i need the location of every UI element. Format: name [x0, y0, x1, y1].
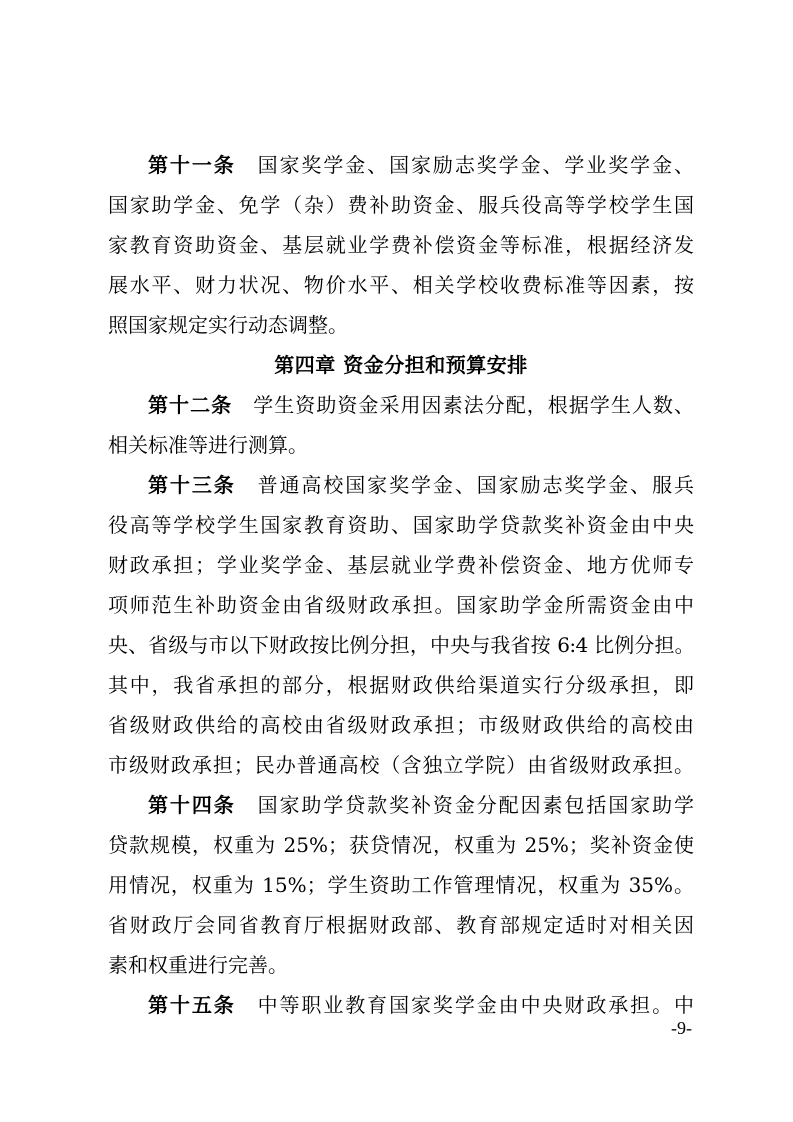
document-body [108, 145, 694, 1025]
paragraph-line: 用情况，权重为 15%；学生资助工作管理情况，权重为 35%。 [108, 873, 694, 897]
paragraph-line: 项师范生补助资金由省级财政承担。国家助学金所需资金由中 [108, 593, 694, 617]
article-number: 第十五条 [148, 993, 236, 1017]
article-13-line-1 [108, 465, 694, 505]
article-number: 第十三条 [148, 473, 236, 497]
paragraph-line: 省级财政供给的高校由省级财政承担；市级财政供给的高校由 [108, 713, 694, 737]
article-15-line-1 [108, 985, 694, 1025]
paragraph-line: 财政承担；学业奖学金、基层就业学费补偿资金、地方优师专 [108, 553, 694, 577]
page-number: -9- [671, 1018, 692, 1038]
paragraph-line: 家教育资助资金、基层就业学费补偿资金等标准，根据经济发 [108, 233, 694, 257]
chapter-heading: 第四章 资金分担和预算安排 [274, 353, 528, 377]
paragraph-line: 贷款规模，权重为 25%；获贷情况，权重为 25%；奖补资金使 [108, 833, 694, 857]
body-text: 国家奖学金、国家励志奖学金、学业奖学金、 [255, 153, 695, 177]
article-11-line-1 [108, 145, 694, 185]
paragraph-line: 素和权重进行完善。 [108, 953, 288, 977]
article-number: 第十一条 [148, 153, 236, 177]
paragraph-line: 央、省级与市以下财政按比例分担，中央与我省按 6:4 比例分担。 [108, 633, 694, 657]
paragraph-line: 照国家规定实行动态调整。 [108, 313, 348, 337]
article-12-line-1 [108, 385, 694, 425]
paragraph-line: 其中，我省承担的部分，根据财政供给渠道实行分级承担，即 [108, 673, 694, 697]
article-number: 第十二条 [148, 393, 233, 417]
body-text: 普通高校国家奖学金、国家励志奖学金、服兵 [255, 473, 695, 497]
article-number: 第十四条 [148, 793, 236, 817]
paragraph-line: 相关标准等进行测算。 [108, 433, 308, 457]
body-text: 中等职业教育国家奖学金由中央财政承担。中 [255, 993, 695, 1017]
paragraph-line: 国家助学金、免学（杂）费补助资金、服兵役高等学校学生国 [108, 193, 694, 217]
body-text: 国家助学贷款奖补资金分配因素包括国家助学 [255, 793, 695, 817]
paragraph-line: 省财政厅会同省教育厅根据财政部、教育部规定适时对相关因 [108, 913, 694, 937]
article-14-line-1 [108, 785, 694, 825]
paragraph-line: 市级财政承担；民办普通高校（含独立学院）由省级财政承担。 [108, 753, 694, 777]
paragraph-line: 役高等学校学生国家教育资助、国家助学贷款奖补资金由中央 [108, 513, 694, 537]
body-text: 学生资助资金采用因素法分配，根据学生人数、 [252, 393, 695, 417]
paragraph-line: 展水平、财力状况、物价水平、相关学校收费标准等因素，按 [108, 273, 694, 297]
